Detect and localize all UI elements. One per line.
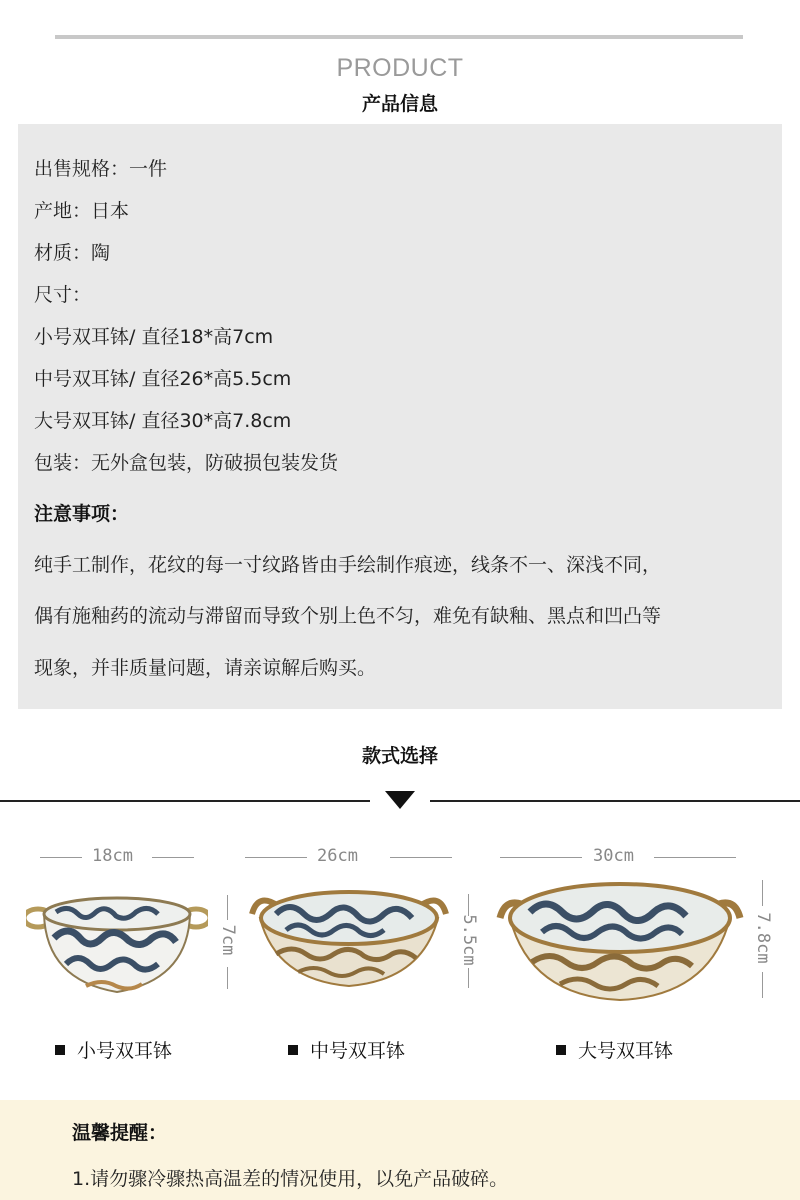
spec-size-large: 大号双耳钵/ 直径30*高7.8cm: [34, 410, 292, 432]
small-bowl-height: 7cm: [218, 924, 238, 956]
medium-bowl-height: 5.5cm: [459, 914, 479, 966]
small-bowl-width: 18cm: [92, 846, 133, 866]
style-option-medium[interactable]: 中号双耳钵: [288, 1036, 405, 1063]
section-title-en: PRODUCT: [336, 54, 464, 82]
medium-bowl-image[interactable]: [246, 884, 452, 992]
top-divider: [55, 35, 743, 39]
tips-heading: 温馨提醒：: [72, 1122, 168, 1144]
notice-heading: 注意事项：: [34, 503, 130, 525]
spec-origin: 产地：日本: [34, 200, 130, 222]
spec-size-small: 小号双耳钵/ 直径18*高7cm: [34, 326, 274, 348]
spec-sale-unit: 出售规格：一件: [34, 158, 168, 180]
spec-material: 材质：陶: [34, 242, 111, 264]
style-selection-title: 款式选择: [361, 745, 438, 767]
bullet-icon: [55, 1045, 65, 1055]
notice-line: 偶有施釉药的流动与滞留而导致个别上色不匀，难免有缺釉、黑点和凹凸等: [34, 605, 662, 627]
tips-panel: [0, 1100, 800, 1200]
notice-line: 纯手工制作，花纹的每一寸纹路皆由手绘制作痕迹，线条不一、深浅不同，: [34, 554, 662, 576]
style-option-large[interactable]: 大号双耳钵: [556, 1036, 673, 1063]
small-bowl-image[interactable]: [26, 888, 208, 998]
divider-left: [0, 800, 370, 802]
large-bowl-width: 30cm: [593, 846, 634, 866]
spec-packaging: 包装：无外盒包装，防破损包装发货: [34, 452, 339, 474]
large-bowl-image[interactable]: [494, 878, 746, 1006]
bullet-icon: [288, 1045, 298, 1055]
large-bowl-height: 7.8cm: [753, 912, 773, 964]
tips-line: 1.请勿骤冷骤热高温差的情况使用，以免产品破碎。: [72, 1168, 509, 1190]
product-info-panel: [18, 124, 782, 709]
down-arrow-icon: [385, 791, 415, 809]
spec-size-heading: 尺寸：: [34, 284, 92, 306]
section-title-zh: 产品信息: [361, 93, 438, 115]
style-option-small[interactable]: 小号双耳钵: [55, 1036, 172, 1063]
spec-size-medium: 中号双耳钵/ 直径26*高5.5cm: [34, 368, 292, 390]
medium-bowl-width: 26cm: [317, 846, 358, 866]
divider-right: [430, 800, 800, 802]
bullet-icon: [556, 1045, 566, 1055]
notice-line: 现象，并非质量问题，请亲谅解后购买。: [34, 657, 377, 679]
